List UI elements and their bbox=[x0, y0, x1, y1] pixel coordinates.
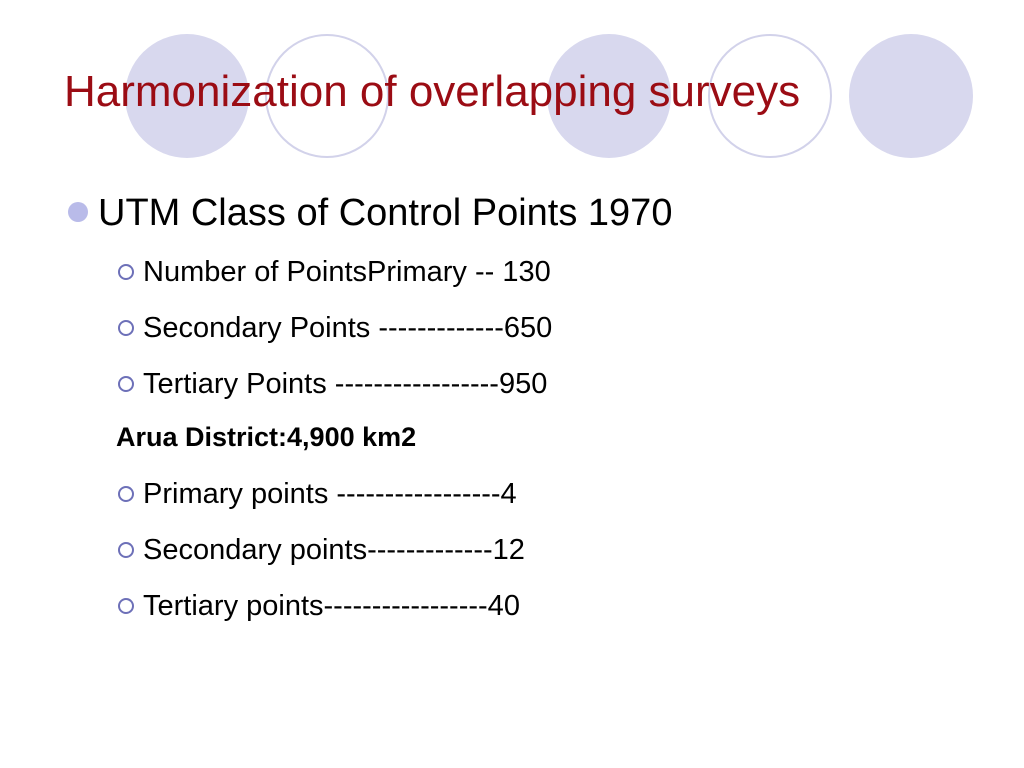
district-item-text: Primary points -----------------4 bbox=[143, 478, 517, 510]
district-item-text: Secondary points-------------12 bbox=[143, 534, 525, 566]
utm-item-tertiary bbox=[118, 370, 547, 399]
decorative-circle-filled bbox=[849, 34, 973, 158]
bullet-dot-icon bbox=[68, 202, 88, 222]
main-bullet-text: UTM Class of Control Points 1970 bbox=[98, 192, 673, 234]
ring-bullet-icon bbox=[118, 376, 134, 392]
ring-bullet-icon bbox=[118, 486, 134, 502]
district-item-secondary bbox=[118, 536, 525, 565]
ring-bullet-icon bbox=[118, 320, 134, 336]
utm-item-secondary bbox=[118, 314, 552, 343]
ring-bullet-icon bbox=[118, 598, 134, 614]
district-item-primary bbox=[118, 480, 517, 509]
district-item-text: Tertiary points-----------------40 bbox=[143, 590, 520, 622]
utm-item-text: Tertiary Points -----------------950 bbox=[143, 368, 548, 400]
main-bullet bbox=[68, 194, 672, 232]
district-item-tertiary bbox=[118, 592, 520, 621]
ring-bullet-icon bbox=[118, 264, 134, 280]
utm-item-text: Secondary Points -------------650 bbox=[143, 312, 553, 344]
utm-item-text: Number of PointsPrimary -- 130 bbox=[143, 256, 551, 288]
ring-bullet-icon bbox=[118, 542, 134, 558]
slide-title: Harmonization of overlapping surveys bbox=[64, 67, 801, 116]
district-heading: Arua District:4,900 km2 bbox=[116, 422, 417, 452]
utm-item-primary bbox=[118, 258, 551, 287]
